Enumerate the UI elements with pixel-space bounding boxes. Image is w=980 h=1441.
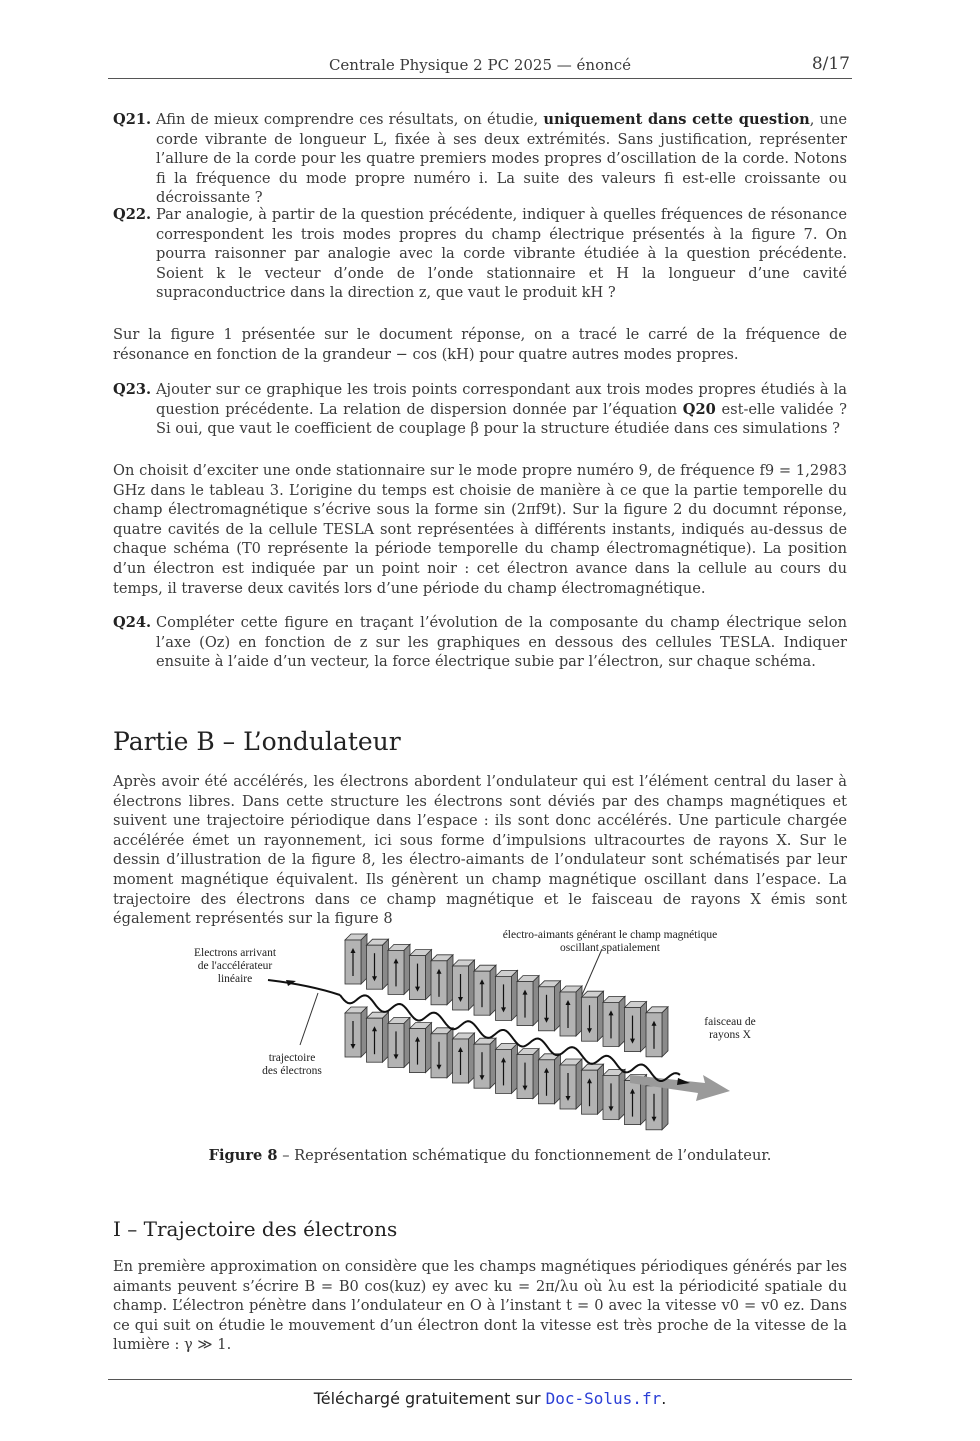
paragraph-ondulateur: Après avoir été accélérés, les électrons abordent l’ondulateur qui est l’élément central du laser à électrons libres. Dans cette structure les électrons sont déviés par des champs magnétiques et suivent une trajectoire périodique dans l’espace : ils sont donc accélérés. Une particule chargée accélérée émet un rayonnement, ici sous forme d’impulsions ultracourtes de rayons X. Sur le dessin d’illustration de la figure 8, les électro-aimants de l’ondulateur sont schématisés par leur moment magnétique équivalent. Ils génèrent un champ magnétique oscillant dans l’espace. La trajectoire des électrons dans ce champ magnétique et le faisceau de rayons X émis sont également représentés sur la figure 8 [113, 773, 847, 928]
pointer-magnets [582, 949, 602, 995]
footer-end: . [661, 1389, 667, 1408]
magnet [517, 1049, 539, 1099]
text-part: Afin de mieux comprendre ces résultats, on étudie, [156, 111, 544, 128]
magnet [474, 1038, 496, 1088]
question-24 [113, 613, 847, 672]
magnet [496, 1043, 518, 1093]
magnet [603, 996, 625, 1046]
footer-link[interactable]: Doc-Solus.fr [545, 1389, 662, 1408]
question-text: Par analogie, à partir de la question précédente, indiquer à quelles fréquences de résonance correspondent les trois modes propres du champ électrique présentés à la figure 7. On pourra raisonner par analogie avec la corde vibrante étudiée à la question précédente. Soient k le vecteur d’onde de l’onde stationnaire et H la longueur d’une cavité supraconductrice dans la direction z, que vaut le produit kH ? [156, 206, 847, 302]
magnet [410, 950, 432, 1000]
magnet [625, 1002, 647, 1052]
question-21 [113, 110, 847, 208]
magnet [345, 934, 367, 984]
page-header [108, 54, 852, 79]
pointer-trajectory [300, 993, 318, 1045]
question-text [156, 110, 847, 208]
magnet [603, 1069, 625, 1119]
magnet [646, 1007, 668, 1057]
label-magnets: électro-aimants générant le champ magnétique [502, 929, 718, 941]
figure-8-undulator [190, 925, 790, 1140]
magnet [517, 976, 539, 1026]
magnet [367, 1012, 389, 1062]
text-part: est-elle validée ? Si oui, que vaut le coefficient de couplage β pour la structure étudiée dans ces simulations ? [156, 400, 847, 438]
label-trajectory: trajectoire [268, 1052, 316, 1064]
magnet [431, 955, 453, 1005]
question-22 [113, 205, 847, 303]
section-heading: I – Trajectoire des électrons [113, 1217, 398, 1241]
paragraph-mode9: On choisit d’exciter une onde stationnaire sur le mode propre numéro 9, de fréquence f9 = 1,2983 GHz dans le tableau 3. L’origine du temps est choisie de manière à ce que la partie temporelle du champ électromagnétique s’écrive sous la forme sin (2πf9t). Sur la figure 2 du documnt réponse, quatre cavités de la cellule TESLA sont représentées à différents instants, indiqués au-dessus de chaque schéma (T0 représente la période temporelle du champ électromagnétique). La position d’un électron est indiquée par un point noir : cet électron avance dans la cellule au cours du temps, il traverse deux cavités lors d’une période du champ électromagnétique. [113, 462, 847, 597]
magnet [431, 1028, 453, 1078]
magnet [560, 1059, 582, 1109]
footer-text: Téléchargé gratuitement sur [313, 1389, 546, 1408]
figure-caption [0, 1147, 980, 1164]
text-part: Ajouter sur ce graphique les trois points correspondant aux trois modes propres étudiés à la question précédente. La relation de dispersion donnée par l’équation [156, 381, 847, 418]
page-number: 8/17 [811, 54, 850, 74]
magnet [388, 1017, 410, 1067]
magnet [539, 981, 561, 1031]
header-title: Centrale Physique 2 PC 2025 — énoncé [328, 56, 632, 74]
magnet [410, 1023, 432, 1073]
magnet [560, 986, 582, 1036]
label-magnets: oscillant spatialement [560, 942, 660, 954]
magnet [582, 1064, 604, 1114]
magnet [345, 1007, 367, 1057]
magnet [539, 1054, 561, 1104]
label-electrons-in: linéaire [217, 973, 253, 985]
magnet [388, 944, 410, 994]
emphasis: Q20 [682, 400, 716, 418]
question-number: Q24. [113, 614, 152, 631]
footer-divider [108, 1379, 852, 1380]
caption-text: – Représentation schématique du fonctionnement de l’ondulateur. [277, 1147, 772, 1164]
magnet [496, 970, 518, 1020]
label-trajectory: des électrons [262, 1065, 322, 1077]
emphasis: uniquement dans cette question [543, 111, 810, 128]
magnet [582, 991, 604, 1041]
magnet [474, 965, 496, 1015]
question-23 [113, 380, 847, 439]
label-electrons-in: de l'accélérateur [197, 960, 273, 972]
label-electrons-in: Electrons arrivant [193, 947, 277, 959]
page-footer [0, 1389, 980, 1408]
part-heading: Partie B – L’ondulateur [113, 727, 401, 756]
question-number: Q22. [113, 206, 152, 223]
paragraph-trajectory: En première approximation on considère que les champs magnétiques périodiques générés par les aimants peuvent s’écrire B = B0 cos(kuz) ey avec ku = 2π/λu où λu est la périodicité spatiale du champ. L’électron pénètre dans l’ondulateur en O à l’instant t = 0 avec la vitesse v0 = v0 ez. Dans ce qui suit on étudie le mouvement d’un électron dont la vitesse est très proche de la vitesse de la lumière : γ ≫ 1. [113, 1258, 847, 1354]
label-xray: rayons X [709, 1029, 751, 1041]
question-text: Compléter cette figure en traçant l’évolution de la composante du champ électrique selon l’axe (Oz) en fonction de z sur les graphiques en dessous des cellules TESLA. Indiquer ensuite à l’aide d’un vecteur, la force électrique subie par l’électron, sur chaque schéma. [156, 614, 847, 671]
question-number: Q23. [113, 381, 152, 398]
magnet [367, 939, 389, 989]
question-text [156, 380, 847, 439]
electron-incoming-path [268, 980, 340, 995]
label-xray: faisceau de [704, 1016, 756, 1028]
paragraph-figure1: Sur la figure 1 présentée sur le document réponse, on a tracé le carré de la fréquence de résonance en fonction de la grandeur − cos (kH) pour quatre autres modes propres. [113, 326, 847, 363]
caption-label: Figure 8 [208, 1147, 278, 1164]
question-number: Q21. [113, 111, 152, 128]
magnet [453, 1033, 475, 1083]
text-part: , une corde vibrante de longueur L, fixée à ses deux extrémités. Sans justification, représenter l’allure de la corde pour les quatre premiers modes propres d’oscillation de la corde. Notons fi la fréquence du mode propre numéro i. La suite des valeurs fi est-elle croissante ou décroissante ? [156, 111, 847, 207]
magnet [453, 960, 475, 1010]
